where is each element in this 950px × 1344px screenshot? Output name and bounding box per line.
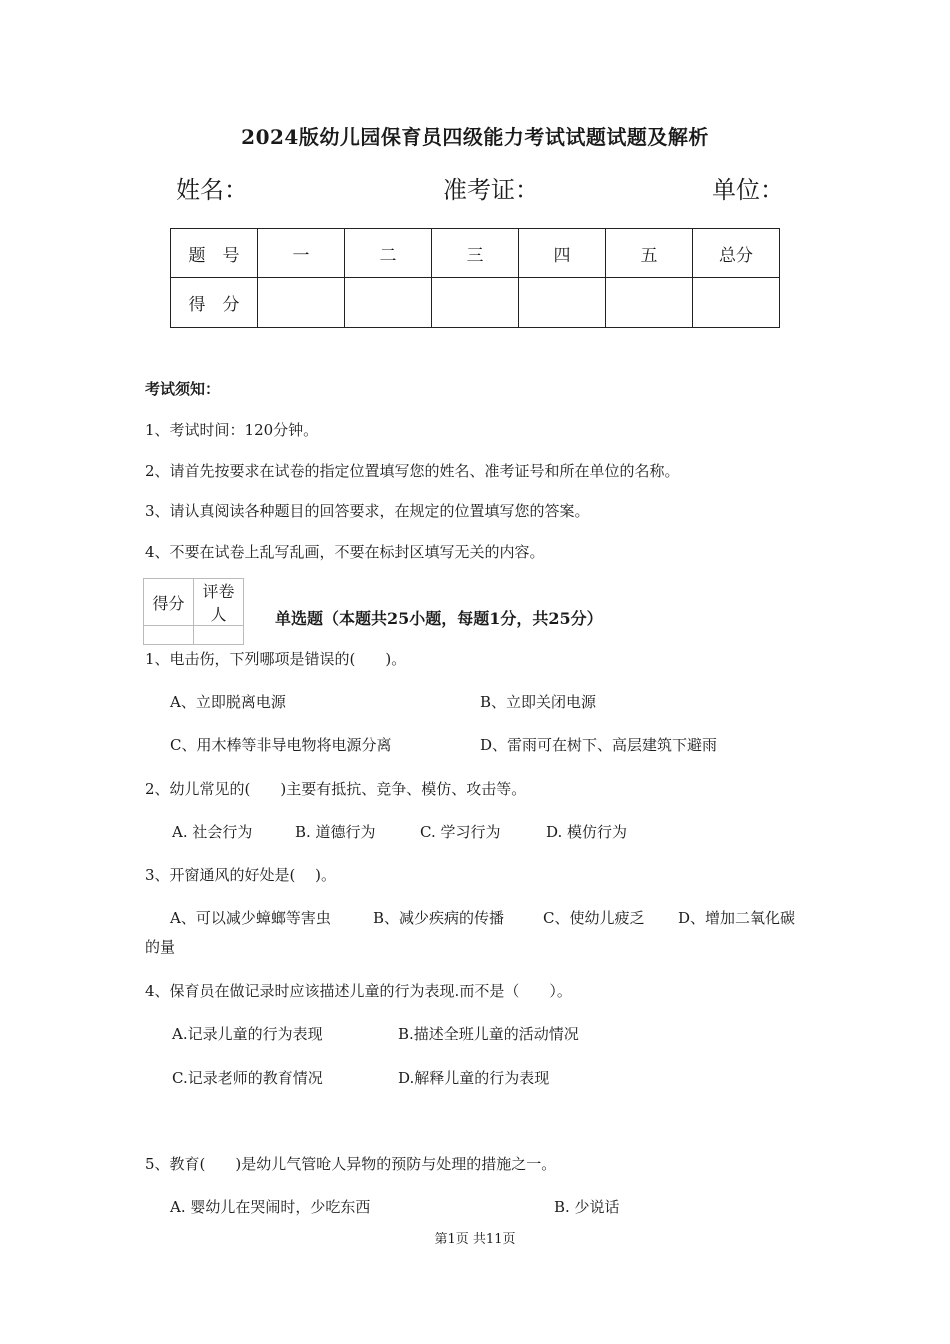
grader-name-cell[interactable]: [194, 626, 244, 645]
score-table-score-row: [171, 278, 780, 328]
notice-item: 2、请首先按要求在试卷的指定位置填写您的姓名、准考证号和所在单位的名称。: [145, 462, 680, 480]
question-option[interactable]: D、雷雨可在树下、高层建筑下避雨: [480, 736, 718, 754]
question-option[interactable]: D.解释儿童的行为表现: [398, 1069, 550, 1087]
notice-item: 4、不要在试卷上乱写乱画，不要在标封区填写无关的内容。: [145, 543, 545, 561]
exam-id-field-label: 准考证：: [443, 176, 539, 204]
unit-field-label: 单位：: [712, 176, 784, 204]
section-title: 单选题（本题共25小题，每题1分，共25分）: [275, 609, 603, 628]
question-option[interactable]: D、增加二氧化碳: [678, 909, 796, 927]
question-option[interactable]: A、立即脱离电源: [170, 693, 286, 711]
score-row-label: 得 分: [171, 278, 258, 328]
question-option[interactable]: C.记录老师的教育情况: [172, 1069, 323, 1087]
question-option[interactable]: D. 模仿行为: [546, 823, 628, 841]
question-option[interactable]: A. 社会行为: [172, 823, 253, 841]
score-table-header-cell: 二: [345, 229, 432, 278]
question-stem: 1、电击伤，下列哪项是错误的( )。: [145, 650, 407, 668]
score-cell[interactable]: [258, 278, 345, 328]
score-table-header-row: [171, 229, 780, 278]
score-table: [170, 228, 780, 328]
score-table-header-cell: 总分: [693, 229, 780, 278]
score-cell[interactable]: [606, 278, 693, 328]
score-table-header-cell: 四: [519, 229, 606, 278]
grader-label: 评卷人: [194, 579, 244, 626]
question-option[interactable]: C、使幼儿疲乏: [543, 909, 645, 927]
page-footer: 第1页 共11页: [434, 1232, 516, 1247]
grader-score-cell[interactable]: [144, 626, 194, 645]
document-title: 2024版幼儿园保育员四级能力考试试题试题及解析: [241, 125, 709, 149]
question-option[interactable]: C. 学习行为: [420, 823, 501, 841]
score-cell[interactable]: [345, 278, 432, 328]
grader-score-label: 得分: [144, 579, 194, 626]
question-stem: 5、教育( )是幼儿气管呛人异物的预防与处理的措施之一。: [145, 1155, 557, 1173]
question-option[interactable]: B、减少疾病的传播: [373, 909, 505, 927]
question-option[interactable]: A.记录儿童的行为表现: [172, 1025, 323, 1043]
question-stem: 3、开窗通风的好处是( )。: [145, 866, 337, 884]
question-stem: 4、保育员在做记录时应该描述儿童的行为表现.而不是（ ）。: [145, 982, 572, 1000]
question-stem: 2、幼儿常见的( )主要有抵抗、竞争、模仿、攻击等。: [145, 780, 527, 798]
notice-item: 1、考试时间：120分钟。: [145, 421, 319, 439]
score-table-header-cell: 一: [258, 229, 345, 278]
question-option[interactable]: B. 少说话: [554, 1198, 620, 1216]
question-option[interactable]: B.描述全班儿童的活动情况: [398, 1025, 579, 1043]
score-cell[interactable]: [432, 278, 519, 328]
score-cell[interactable]: [693, 278, 780, 328]
question-option-continuation: 的量: [145, 938, 176, 956]
name-field-label: 姓名：: [176, 176, 248, 204]
grader-table: [143, 578, 244, 645]
question-option[interactable]: A、可以减少蟑螂等害虫: [170, 909, 331, 927]
score-table-header-cell: 五: [606, 229, 693, 278]
notice-heading: 考试须知：: [145, 380, 221, 398]
question-option[interactable]: C、用木棒等非导电物将电源分离: [170, 736, 392, 754]
score-table-header-cell: 三: [432, 229, 519, 278]
score-table-header-cell: 题 号: [171, 229, 258, 278]
question-option[interactable]: B. 道德行为: [295, 823, 376, 841]
question-option[interactable]: B、立即关闭电源: [480, 693, 597, 711]
question-option[interactable]: A. 婴幼儿在哭闹时，少吃东西: [170, 1198, 371, 1216]
notice-item: 3、请认真阅读各种题目的回答要求，在规定的位置填写您的答案。: [145, 502, 590, 520]
score-cell[interactable]: [519, 278, 606, 328]
